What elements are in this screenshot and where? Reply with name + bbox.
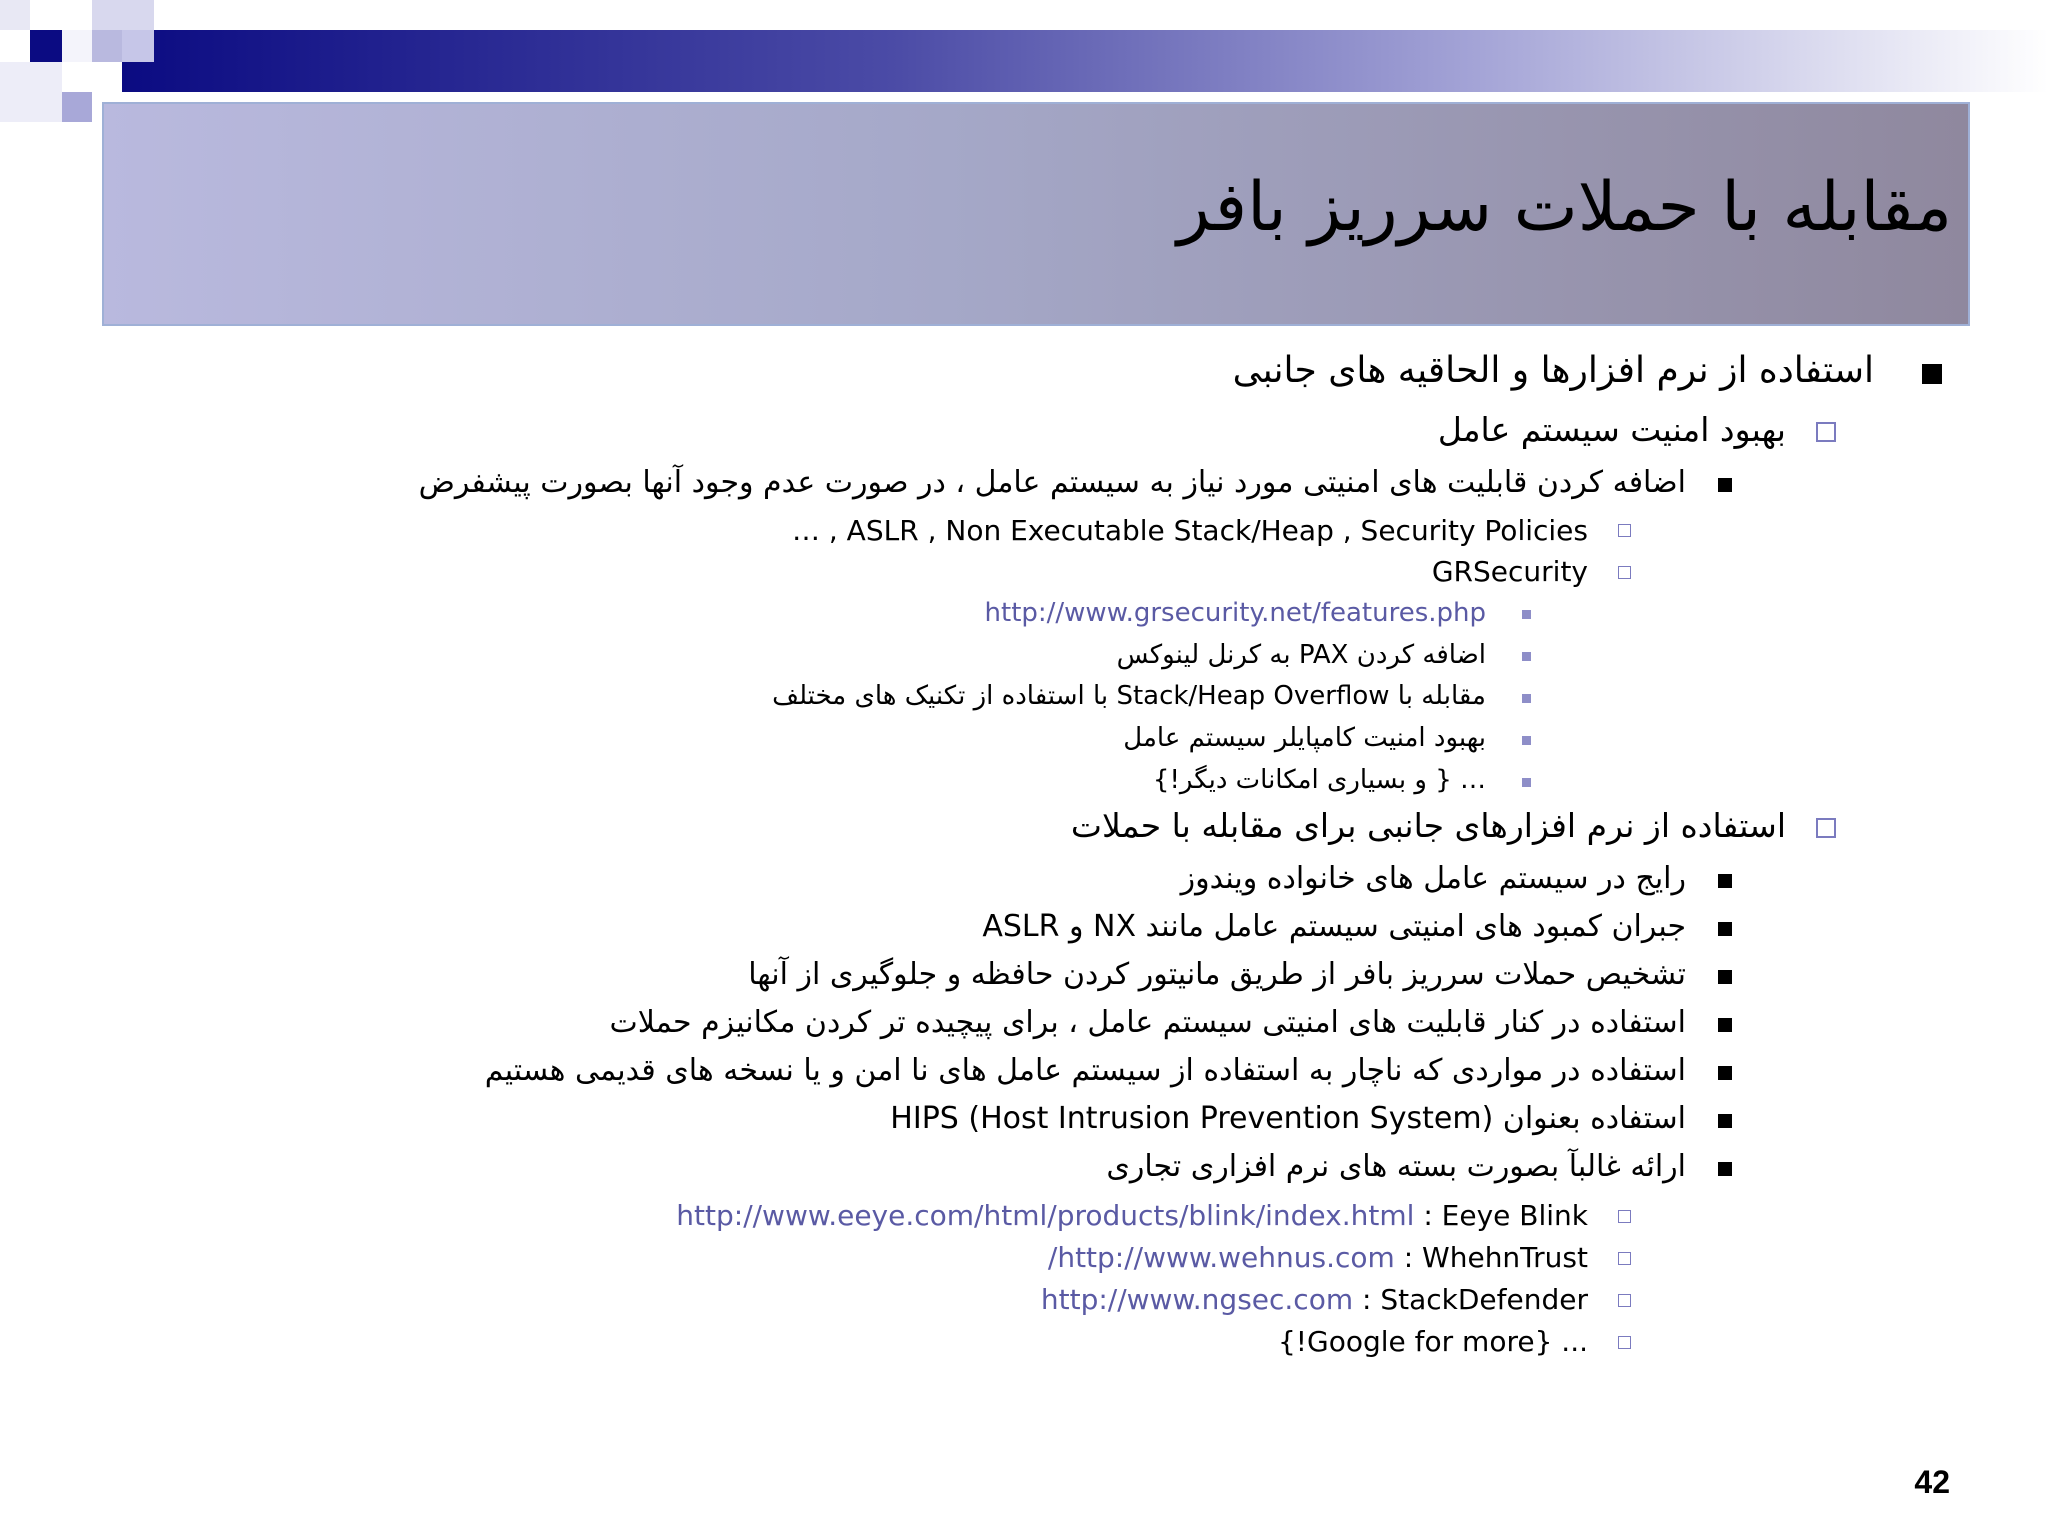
decor-square [62, 30, 92, 62]
bullet-hollow-icon [1816, 422, 1836, 442]
bullet-small-icon [1522, 610, 1531, 619]
product-line [1041, 1283, 1588, 1316]
bullet-hollow-icon [1618, 1252, 1631, 1265]
bullet-square-icon [1718, 1162, 1732, 1176]
separator: : [1394, 1241, 1423, 1274]
bullet-small-icon [1522, 778, 1531, 787]
list-item: استفاده از نرم افزارها و الحاقیه های جانبی [1232, 350, 1874, 391]
link-ngsec[interactable]: http://www.ngsec.com [1040, 1283, 1354, 1316]
bullet-square-icon [1718, 874, 1732, 888]
list-item: بهبود امنیت کامپایلر سیستم عامل [1123, 723, 1486, 753]
decor-square [0, 62, 62, 122]
separator: : [1414, 1199, 1442, 1232]
list-item: {!Google for more} ... [1277, 1325, 1588, 1358]
decor-square [30, 30, 62, 62]
product-name: Eeye Blink [1441, 1199, 1588, 1232]
bullet-hollow-icon [1618, 1294, 1631, 1307]
bullet-square-icon [1718, 970, 1732, 984]
bullet-square-icon [1718, 922, 1732, 936]
bullet-square-icon [1922, 364, 1942, 384]
list-item: … , ASLR , Non Executable Stack/Heap , Security Policies [791, 514, 1588, 547]
product-name: WhehnTrust [1422, 1241, 1588, 1274]
header-gradient-bar [122, 30, 2048, 92]
list-item: استفاده بعنوان (HIPS (Host Intrusion Prevention System [890, 1101, 1686, 1136]
page-number: 42 [1914, 1464, 1950, 1500]
list-item: تشخیص حملات سرریز بافر از طریق مانیتور کردن حافظه و جلوگیری از آنها [748, 957, 1686, 992]
bullet-hollow-icon [1618, 1336, 1631, 1349]
list-item: اضافه کردن قابلیت های امنیتی مورد نیاز به سیستم عامل ، در صورت عدم وجود آنها بصورت پیشفرض [418, 465, 1686, 500]
bullet-small-icon [1522, 736, 1531, 745]
bullet-hollow-icon [1618, 524, 1631, 537]
bullet-small-icon [1522, 652, 1531, 661]
bullet-hollow-icon [1816, 818, 1836, 838]
bullet-hollow-icon [1618, 566, 1631, 579]
slide-title: مقابله با حملات سرریز بافر [1177, 168, 1952, 247]
decor-square [92, 0, 154, 30]
decor-square [62, 92, 92, 122]
list-item: رایج در سیستم عامل های خانواده ویندوز [1180, 861, 1686, 896]
link-grsecurity[interactable]: http://www.grsecurity.net/features.php [984, 598, 1486, 628]
title-box [102, 102, 1970, 326]
decor-square [122, 30, 154, 62]
decor-square [0, 0, 30, 30]
list-item: استفاده در کنار قابلیت های امنیتی سیستم عامل ، برای پیچیده تر کردن مکانیزم حملات [609, 1005, 1686, 1040]
bullet-square-icon [1718, 478, 1732, 492]
product-name: StackDefender [1380, 1283, 1588, 1316]
bullet-square-icon [1718, 1114, 1732, 1128]
link-wehnus[interactable]: /http://www.wehnus.com [1047, 1241, 1395, 1274]
bullet-square-icon [1718, 1066, 1732, 1080]
bullet-small-icon [1522, 694, 1531, 703]
list-item: استفاده در مواردی که ناچار به استفاده از سیستم عامل های نا امن و یا نسخه های قدیمی هستیم [484, 1053, 1686, 1088]
list-item: اضافه کردن PAX به کرنل لینوکس [1116, 640, 1486, 670]
decor-square [92, 30, 122, 62]
list-item: GRSecurity [1431, 555, 1588, 588]
list-item: جبران کمبود های امنیتی سیستم عامل مانند NX و ASLR [982, 909, 1686, 944]
separator: : [1353, 1283, 1381, 1316]
product-line [676, 1199, 1588, 1232]
link-eeye[interactable]: http://www.eeye.com/html/products/blink/index.html [676, 1199, 1415, 1232]
list-item: بهبود امنیت سیستم عامل [1437, 410, 1786, 449]
bullet-square-icon [1718, 1018, 1732, 1032]
product-line [1048, 1241, 1588, 1274]
list-item: مقابله با Stack/Heap Overflow با استفاده از تکنیک های مختلف [772, 681, 1486, 711]
list-item: ارائه غالبآ بصورت بسته های نرم افزاری تجاری [1106, 1149, 1686, 1184]
list-item: … { و بسیاری امکانات دیگر!} [1152, 765, 1486, 795]
list-item: استفاده از نرم افزارهای جانبی برای مقابله با حملات [1070, 806, 1786, 845]
bullet-hollow-icon [1618, 1210, 1631, 1223]
